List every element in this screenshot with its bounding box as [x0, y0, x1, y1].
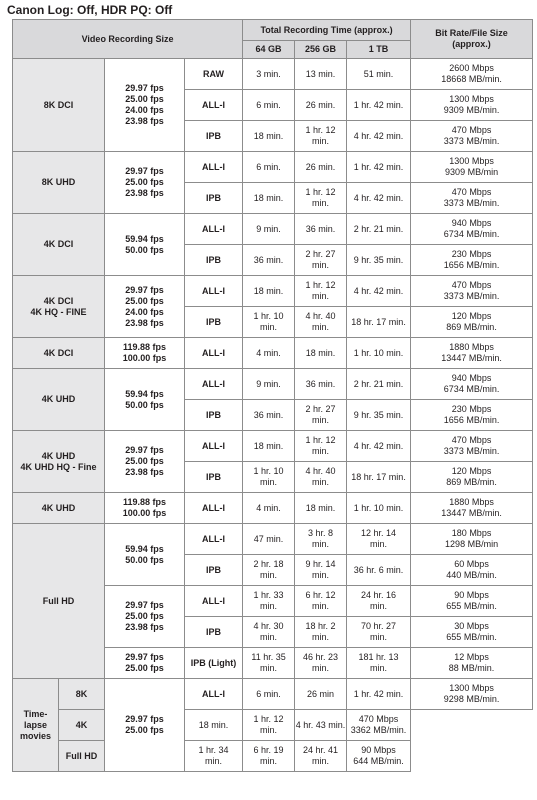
recording-time-cell: 13 min. [295, 59, 347, 90]
recording-time-cell: 47 min. [243, 524, 295, 555]
recording-time-cell: 24 hr. 16 min. [347, 586, 411, 617]
bit-rate-cell: 90 Mbps 644 MB/min. [347, 741, 411, 772]
recording-time-cell: 70 hr. 27 min. [347, 617, 411, 648]
recording-time-cell: 24 hr. 41 min. [295, 741, 347, 772]
recording-time-cell: 4 hr. 30 min. [243, 617, 295, 648]
recording-time-cell: 3 min. [243, 59, 295, 90]
bit-rate-cell: 940 Mbps 6734 MB/min. [411, 369, 533, 400]
recording-time-cell: 4 hr. 42 min. [347, 431, 411, 462]
compression-format: IPB [185, 617, 243, 648]
frame-rates: 29.97 fps 25.00 fps [105, 648, 185, 679]
bit-rate-cell: 470 Mbps 3373 MB/min. [411, 276, 533, 307]
recording-time-cell: 1 hr. 10 min. [243, 462, 295, 493]
recording-time-cell: 1 hr. 34 min. [185, 741, 243, 772]
frame-rates: 29.97 fps 25.00 fps [105, 679, 185, 772]
recording-time-cell: 181 hr. 13 min. [347, 648, 411, 679]
recording-time-cell: 18 hr. 17 min. [347, 307, 411, 338]
compression-format: RAW [185, 59, 243, 90]
recording-time-cell: 18 min. [243, 121, 295, 152]
compression-format: ALL-I [185, 586, 243, 617]
table-row [13, 338, 533, 369]
table-row [13, 710, 533, 741]
compression-format: IPB (Light) [185, 648, 243, 679]
compression-format: IPB [185, 121, 243, 152]
recording-time-cell: 51 min. [347, 59, 411, 90]
recording-time-cell: 18 min. [295, 338, 347, 369]
bit-rate-cell: 120 Mbps 869 MB/min. [411, 307, 533, 338]
frame-rates: 29.97 fps 25.00 fps 23.98 fps [105, 431, 185, 493]
compression-format: ALL-I [185, 679, 243, 710]
compression-format: IPB [185, 245, 243, 276]
recording-time-cell: 1 hr. 12 min. [295, 183, 347, 214]
page-title: Canon Log: Off, HDR PQ: Off [7, 3, 173, 17]
table-row [13, 276, 533, 307]
recording-time-cell: 6 min. [243, 152, 295, 183]
bit-rate-cell: 470 Mbps 3362 MB/min. [347, 710, 411, 741]
bit-rate-cell: 230 Mbps 1656 MB/min. [411, 245, 533, 276]
compression-format: ALL-I [185, 493, 243, 524]
recording-time-cell: 4 hr. 40 min. [295, 307, 347, 338]
recording-time-cell: 1 hr. 42 min. [347, 679, 411, 710]
size-label: 8K [59, 679, 105, 710]
recording-time-cell: 6 min. [243, 679, 295, 710]
size-label: Time- lapse movies [13, 679, 59, 772]
recording-time-cell: 18 min. [185, 710, 243, 741]
recording-time-cell: 18 min. [295, 493, 347, 524]
recording-time-cell: 4 hr. 42 min. [347, 121, 411, 152]
table-row [13, 431, 533, 462]
recording-time-cell: 9 min. [243, 214, 295, 245]
frame-rates: 59.94 fps 50.00 fps [105, 369, 185, 431]
recording-time-cell: 1 hr. 12 min. [243, 710, 295, 741]
compression-format: IPB [185, 400, 243, 431]
table-row [13, 493, 533, 524]
recording-time-cell: 26 min [295, 679, 347, 710]
bit-rate-cell: 1880 Mbps 13447 MB/min. [411, 338, 533, 369]
bit-rate-cell: 60 Mbps 440 MB/min. [411, 555, 533, 586]
size-label: 4K DCI [13, 214, 105, 276]
recording-time-cell: 1 hr. 12 min. [295, 276, 347, 307]
size-label: 8K DCI [13, 59, 105, 152]
frame-rates: 29.97 fps 25.00 fps 23.98 fps [105, 152, 185, 214]
bit-rate-cell: 1300 Mbps 9309 MB/min [411, 152, 533, 183]
table-row [13, 214, 533, 245]
recording-time-cell: 9 hr. 35 min. [347, 245, 411, 276]
compression-format: IPB [185, 462, 243, 493]
recording-time-cell: 4 hr. 42 min. [347, 276, 411, 307]
header-bit-rate: Bit Rate/File Size (approx.) [411, 20, 533, 59]
recording-time-cell: 11 hr. 35 min. [243, 648, 295, 679]
recording-time-cell: 36 min. [295, 214, 347, 245]
recording-time-cell: 9 hr. 14 min. [295, 555, 347, 586]
size-label: 4K UHD 4K UHD HQ - Fine [13, 431, 105, 493]
compression-format: ALL-I [185, 90, 243, 121]
compression-format: ALL-I [185, 214, 243, 245]
recording-time-cell: 18 hr. 17 min. [347, 462, 411, 493]
size-label: 4K DCI 4K HQ - FINE [13, 276, 105, 338]
table-row [13, 524, 533, 555]
recording-time-cell: 6 hr. 12 min. [295, 586, 347, 617]
bit-rate-cell: 1300 Mbps 9309 MB/min. [411, 90, 533, 121]
compression-format: ALL-I [185, 524, 243, 555]
recording-time-cell: 2 hr. 27 min. [295, 400, 347, 431]
recording-time-cell: 1 hr. 12 min. [295, 431, 347, 462]
header-row [13, 20, 533, 41]
recording-time-cell: 4 min. [243, 493, 295, 524]
recording-time-cell: 2 hr. 18 min. [243, 555, 295, 586]
recording-time-cell: 1 hr. 12 min. [295, 121, 347, 152]
header-video-size: Video Recording Size [13, 20, 243, 59]
bit-rate-cell: 180 Mbps 1298 MB/min [411, 524, 533, 555]
frame-rates: 59.94 fps 50.00 fps [105, 214, 185, 276]
recording-time-cell: 36 hr. 6 min. [347, 555, 411, 586]
recording-time-cell: 26 min. [295, 90, 347, 121]
recording-time-cell: 6 hr. 19 min. [243, 741, 295, 772]
recording-time-cell: 4 hr. 43 min. [295, 710, 347, 741]
recording-time-cell: 1 hr. 42 min. [347, 90, 411, 121]
recording-time-cell: 18 min. [243, 276, 295, 307]
recording-time-cell: 9 min. [243, 369, 295, 400]
compression-format: ALL-I [185, 369, 243, 400]
frame-rates: 29.97 fps 25.00 fps 23.98 fps [105, 586, 185, 648]
compression-format: ALL-I [185, 276, 243, 307]
recording-time-cell: 4 hr. 42 min. [347, 183, 411, 214]
recording-time-cell: 18 hr. 2 min. [295, 617, 347, 648]
table-row [13, 59, 533, 90]
recording-time-cell: 36 min. [243, 245, 295, 276]
bit-rate-cell: 1300 Mbps 9298 MB/min. [411, 679, 533, 710]
table-row [13, 679, 533, 710]
compression-format: ALL-I [185, 431, 243, 462]
recording-time-cell: 36 min. [243, 400, 295, 431]
bit-rate-cell: 120 Mbps 869 MB/min. [411, 462, 533, 493]
size-label: 4K DCI [13, 338, 105, 369]
recording-time-cell: 18 min. [243, 183, 295, 214]
table-row [13, 741, 533, 772]
compression-format: IPB [185, 555, 243, 586]
size-label: 4K UHD [13, 369, 105, 431]
bit-rate-cell: 2600 Mbps 18668 MB/min. [411, 59, 533, 90]
size-label: Full HD [13, 524, 105, 679]
frame-rates: 59.94 fps 50.00 fps [105, 524, 185, 586]
bit-rate-cell: 1880 Mbps 13447 MB/min. [411, 493, 533, 524]
table-row [13, 369, 533, 400]
size-label: 4K UHD [13, 493, 105, 524]
recording-time-cell: 12 hr. 14 min. [347, 524, 411, 555]
bit-rate-cell: 90 Mbps 655 MB/min. [411, 586, 533, 617]
header-card: 256 GB [295, 41, 347, 59]
compression-format: ALL-I [185, 338, 243, 369]
recording-time-cell: 18 min. [243, 431, 295, 462]
recording-time-cell: 6 min. [243, 90, 295, 121]
recording-time-cell: 2 hr. 21 min. [347, 214, 411, 245]
size-label: 4K [59, 710, 105, 741]
recording-time-cell: 1 hr. 10 min. [347, 338, 411, 369]
recording-time-cell: 2 hr. 27 min. [295, 245, 347, 276]
size-label: Full HD [59, 741, 105, 772]
compression-format: IPB [185, 307, 243, 338]
recording-time-cell: 1 hr. 42 min. [347, 152, 411, 183]
bit-rate-cell: 940 Mbps 6734 MB/min. [411, 214, 533, 245]
recording-time-cell: 4 min. [243, 338, 295, 369]
recording-time-cell: 1 hr. 10 min. [347, 493, 411, 524]
bit-rate-cell: 470 Mbps 3373 MB/min. [411, 183, 533, 214]
table-row [13, 152, 533, 183]
bit-rate-cell: 30 Mbps 655 MB/min. [411, 617, 533, 648]
header-card: 64 GB [243, 41, 295, 59]
frame-rates: 119.88 fps 100.00 fps [105, 493, 185, 524]
bit-rate-cell: 12 Mbps 88 MB/min. [411, 648, 533, 679]
compression-format: ALL-I [185, 152, 243, 183]
compression-format: IPB [185, 183, 243, 214]
recording-time-cell: 2 hr. 21 min. [347, 369, 411, 400]
bit-rate-cell: 470 Mbps 3373 MB/min. [411, 431, 533, 462]
recording-time-cell: 26 min. [295, 152, 347, 183]
recording-time-cell: 3 hr. 8 min. [295, 524, 347, 555]
recording-time-cell: 9 hr. 35 min. [347, 400, 411, 431]
bit-rate-cell: 230 Mbps 1656 MB/min. [411, 400, 533, 431]
header-total-time: Total Recording Time (approx.) [243, 20, 411, 41]
recording-time-cell: 4 hr. 40 min. [295, 462, 347, 493]
frame-rates: 29.97 fps 25.00 fps 24.00 fps 23.98 fps [105, 276, 185, 338]
frame-rates: 119.88 fps 100.00 fps [105, 338, 185, 369]
frame-rates: 29.97 fps 25.00 fps 24.00 fps 23.98 fps [105, 59, 185, 152]
recording-time-table [12, 19, 533, 772]
recording-time-cell: 46 hr. 23 min. [295, 648, 347, 679]
size-label: 8K UHD [13, 152, 105, 214]
recording-time-cell: 1 hr. 10 min. [243, 307, 295, 338]
header-card: 1 TB [347, 41, 411, 59]
bit-rate-cell: 470 Mbps 3373 MB/min. [411, 121, 533, 152]
recording-time-cell: 36 min. [295, 369, 347, 400]
recording-time-cell: 1 hr. 33 min. [243, 586, 295, 617]
